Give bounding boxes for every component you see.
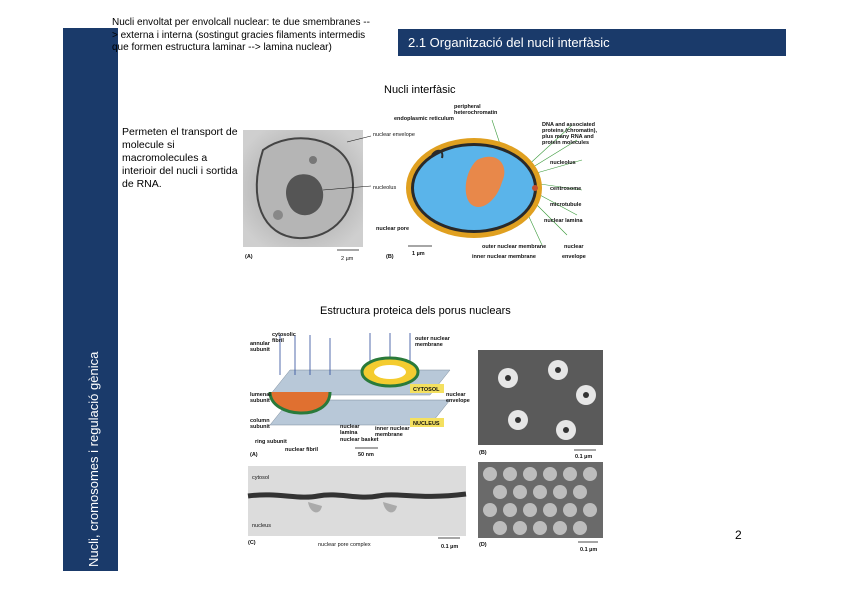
scale-bar-pore-d: 0.1 µm <box>580 547 598 553</box>
label-dna-2: proteins (chromatin), <box>542 128 598 134</box>
sidebar-title: Nucli, cromosomes i regulació gènica <box>86 351 101 567</box>
label-envelope: envelope <box>562 254 586 260</box>
label-outer-membrane: outer nuclear membrane <box>482 244 547 250</box>
panel-label-pore-c: (C) <box>248 540 256 546</box>
label-fibril: nuclear fibril <box>285 447 319 453</box>
nucleus-schematic <box>372 100 622 265</box>
label-inner-2: membrane <box>375 432 403 438</box>
side-text: Permeten el transport de molecule si macromolecules a interioir del nucli i sortida de RNA. <box>122 126 238 190</box>
label-dna-3: plus many RNA and <box>542 134 594 140</box>
scale-bar-pore-c: 0.1 µm <box>441 544 459 550</box>
pore-cross-section <box>248 466 470 554</box>
label-outer-2: membrane <box>415 342 443 348</box>
label-nuclear: nuclear <box>564 244 584 250</box>
label-er: endoplasmic reticulum <box>394 116 454 122</box>
top-note: Nucli envoltat per envolcall nuclear: te due smembranes --> externa i interna (sostingut gracies filaments intermedis que formen estructura laminar --> lamina nuclear) <box>112 17 370 53</box>
figure-title-nucleus: Nucli interfàsic <box>384 84 456 96</box>
label-inner-1: inner nuclear <box>375 426 410 432</box>
label-nuclear-envelope: nuclear envelope <box>373 132 415 138</box>
label-nucleolus-b: nucleolus <box>550 160 576 166</box>
label-nucleus-c: nucleus <box>252 523 271 529</box>
pore-micrograph-d <box>478 462 606 556</box>
label-ring: ring subunit <box>255 439 287 445</box>
slide-header: 2.1 Organització del nucli interfàsic <box>398 29 786 56</box>
label-column-1: column <box>250 418 270 424</box>
label-dna-1: DNA and associated <box>542 122 595 128</box>
label-nucleolus-a: nucleolus <box>373 185 397 191</box>
label-peripheral: peripheral <box>454 104 481 110</box>
label-nucleus: NUCLEUS <box>413 421 440 427</box>
label-inner-membrane: inner nuclear membrane <box>472 254 536 260</box>
label-basket: nuclear basket <box>340 437 379 443</box>
label-dna-4: protein molecules <box>542 140 590 146</box>
panel-label-a: (A) <box>245 254 253 260</box>
scale-bar-pore-a: 50 nm <box>358 452 374 458</box>
label-lamina-1: nuclear <box>340 424 360 430</box>
label-cytosolic-1: cytosolic <box>272 332 296 338</box>
label-cytosol-c: cytosol <box>252 475 270 481</box>
panel-label-pore-b: (B) <box>479 450 487 456</box>
scale-bar-pore-b: 0.1 µm <box>575 454 593 460</box>
label-lamina-2: lamina <box>340 430 358 436</box>
label-column-2: subunit <box>250 424 270 430</box>
pore-micrograph-b <box>478 350 606 460</box>
label-env-1: nuclear <box>446 392 466 398</box>
label-lamina: nuclear lamina <box>544 218 583 224</box>
figure-title-pores: Estructura proteica dels porus nuclears <box>320 305 511 317</box>
label-centrosome: centrosome <box>550 186 582 192</box>
scale-bar-b: 1 µm <box>412 251 425 257</box>
label-outer-1: outer nuclear <box>415 336 450 342</box>
pore-complex-schematic <box>250 330 470 460</box>
sidebar <box>63 28 118 571</box>
label-heterochromatin: heterochromatin <box>454 110 498 116</box>
label-lumenal-2: subunit <box>250 398 270 404</box>
label-annular-2: subunit <box>250 347 270 353</box>
label-lumenal-1: lumenal <box>250 392 271 398</box>
label-env-2: envelope <box>446 398 470 404</box>
label-microtubule: microtubule <box>550 202 582 208</box>
panel-label-pore-d: (D) <box>479 542 487 548</box>
label-cytosolic-2: fibril <box>272 338 284 344</box>
label-cytosol: CYTOSOL <box>413 387 440 393</box>
panel-label-b: (B) <box>386 254 394 260</box>
page-number: 2 <box>735 528 742 542</box>
label-annular-1: annular <box>250 341 270 347</box>
label-pore: nuclear pore <box>376 226 410 232</box>
label-pore-complex: nuclear pore complex <box>318 542 371 548</box>
scale-bar-a: 2 µm <box>341 256 354 262</box>
panel-label-pore-a: (A) <box>250 452 258 458</box>
